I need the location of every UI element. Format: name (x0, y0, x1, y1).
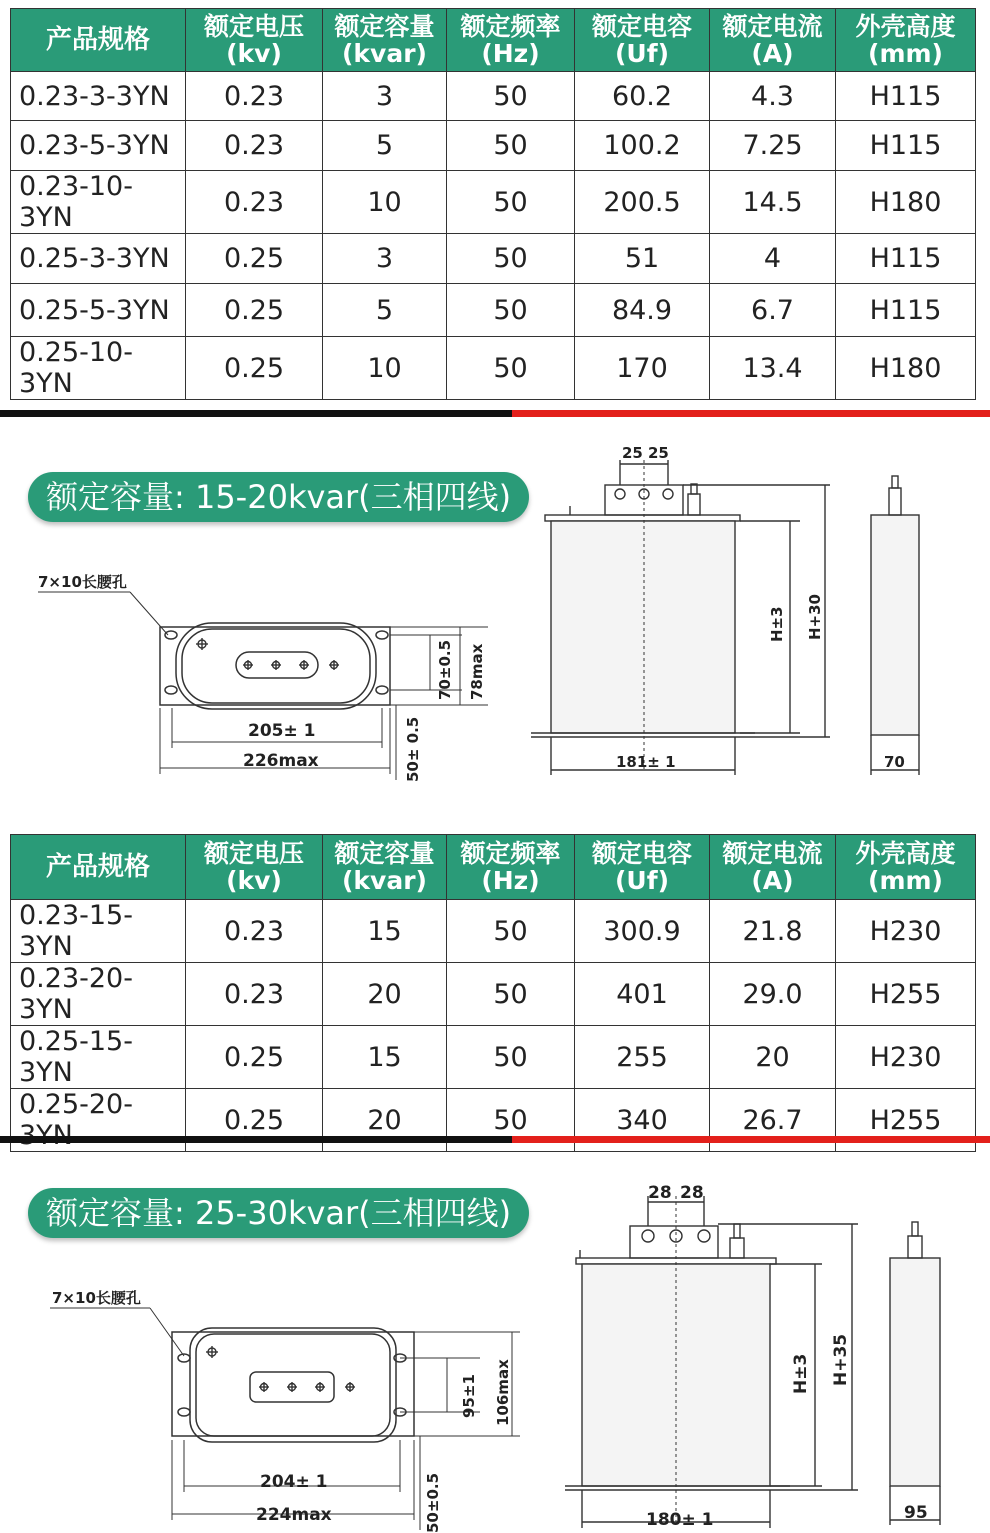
cell-height: H115 (836, 72, 976, 121)
cell-capacity: 20 (323, 1089, 447, 1152)
cell-model: 0.23-15-3YN (11, 900, 186, 963)
cell-capacity: 15 (323, 900, 447, 963)
terminal-spacing-b-1: 25 (648, 444, 669, 462)
cell-capacitance: 60.2 (575, 72, 710, 121)
cell-current: 7.25 (710, 121, 836, 171)
side-view-2 (890, 1222, 940, 1525)
cell-height: H115 (836, 234, 976, 284)
cell-model: 0.23-10-3YN (11, 171, 186, 234)
cell-frequency: 50 (447, 171, 575, 234)
dim-outer-width-1: 226max (243, 751, 319, 771)
spec-table-1 (10, 8, 976, 400)
cell-frequency: 50 (447, 72, 575, 121)
cell-height: H180 (836, 171, 976, 234)
dim-inner-height-1: 70±0.5 (436, 639, 454, 700)
section-divider-2 (0, 1136, 990, 1143)
dim-inner-height-2: 95±1 (460, 1374, 478, 1418)
col-header-capacity: 额定容量 (kvar) (323, 835, 447, 900)
table-row (11, 963, 976, 1026)
col-header-model: 产品规格 (11, 9, 186, 72)
cell-frequency: 50 (447, 234, 575, 284)
cell-height: H230 (836, 1026, 976, 1089)
cell-voltage: 0.23 (186, 171, 323, 234)
col-header-frequency: 额定频率 (Hz) (447, 835, 575, 900)
col-header-capacitance: 额定电容 (Uf) (575, 9, 710, 72)
terminal-spacing-a-2: 28 (648, 1183, 672, 1203)
cell-height: H230 (836, 900, 976, 963)
cell-capacitance: 401 (575, 963, 710, 1026)
cell-capacity: 3 (323, 72, 447, 121)
cell-height: H115 (836, 284, 976, 337)
col-header-current: 额定电流 (A) (710, 9, 836, 72)
cell-model: 0.25-5-3YN (11, 284, 186, 337)
cell-voltage: 0.25 (186, 234, 323, 284)
dim-outer-width-2: 224max (256, 1505, 332, 1525)
dim-depth-1: 70 (884, 753, 905, 771)
cell-capacitance: 100.2 (575, 121, 710, 171)
cell-model: 0.23-3-3YN (11, 72, 186, 121)
cell-capacitance: 255 (575, 1026, 710, 1089)
front-view-2 (565, 1196, 858, 1528)
col-header-current: 额定电流 (A) (710, 835, 836, 900)
dim-depth-2: 95 (904, 1503, 928, 1523)
table-row (11, 337, 976, 400)
cell-frequency: 50 (447, 963, 575, 1026)
cell-current: 26.7 (710, 1089, 836, 1152)
cell-capacity: 20 (323, 963, 447, 1026)
section-title-2: 额定容量: 25-30kvar(三相四线) (28, 1188, 529, 1238)
terminal-symbols-2 (206, 1346, 355, 1392)
cell-current: 4.3 (710, 72, 836, 121)
mounting-plate-2 (172, 1328, 414, 1442)
cell-voltage: 0.25 (186, 1026, 323, 1089)
dim-body-height-2: H±3 (791, 1353, 811, 1394)
col-header-model: 产品规格 (11, 835, 186, 900)
cell-height: H255 (836, 1089, 976, 1152)
dim-outer-height-2: 106max (494, 1359, 512, 1426)
table-row (11, 234, 976, 284)
table-row (11, 171, 976, 234)
dim-edge-2: 50±0.5 (424, 1472, 442, 1533)
cell-capacitance: 170 (575, 337, 710, 400)
cell-voltage: 0.25 (186, 1089, 323, 1152)
table-header-row (11, 835, 976, 900)
table-row (11, 72, 976, 121)
mounting-plate-1 (160, 623, 390, 709)
dim-body-width-2: 180± 1 (646, 1510, 714, 1530)
cell-frequency: 50 (447, 284, 575, 337)
cell-current: 13.4 (710, 337, 836, 400)
dim-total-height-1: H+30 (806, 594, 824, 640)
cell-height: H180 (836, 337, 976, 400)
cell-model: 0.25-20- (11, 1089, 186, 1152)
cell-capacity: 10 (323, 171, 447, 234)
cell-model: 0.25-15-3YN (11, 1026, 186, 1089)
cell-model: 0.25-3-3YN (11, 234, 186, 284)
cell-voltage: 0.23 (186, 121, 323, 171)
table-row (11, 121, 976, 171)
dim-inner-width-2: 204± 1 (260, 1472, 328, 1492)
col-header-frequency: 额定频率 (Hz) (447, 9, 575, 72)
dim-inner-width-1: 205± 1 (248, 721, 316, 741)
col-header-height: 外壳高度 (mm) (836, 9, 976, 72)
side-view-1 (871, 476, 919, 775)
dim-outer-height-1: 78max (468, 643, 486, 700)
cell-frequency: 50 (447, 900, 575, 963)
cell-current: 29.0 (710, 963, 836, 1026)
dim-edge-1: 50± 0.5 (404, 716, 422, 782)
hole-note-2: 7×10长腰孔 (52, 1289, 141, 1307)
table-header-row (11, 9, 976, 72)
cell-capacity: 3 (323, 234, 447, 284)
cell-voltage: 0.25 (186, 284, 323, 337)
cell-current: 21.8 (710, 900, 836, 963)
cell-model: 0.23-20-3YN (11, 963, 186, 1026)
table-row (11, 284, 976, 337)
table-row (11, 1026, 976, 1089)
cell-current: 14.5 (710, 171, 836, 234)
drawing-section-1 (0, 430, 990, 800)
cell-voltage: 0.25 (186, 337, 323, 400)
cell-capacity: 5 (323, 284, 447, 337)
table-row (11, 900, 976, 963)
col-header-capacitance: 额定电容 (Uf) (575, 835, 710, 900)
dim-body-height-1: H±3 (768, 606, 786, 642)
cell-current: 6.7 (710, 284, 836, 337)
cell-capacitance: 51 (575, 234, 710, 284)
terminal-spacing-a-1: 25 (622, 444, 643, 462)
dim-total-height-2: H+35 (831, 1333, 851, 1386)
cell-current: 20 (710, 1026, 836, 1089)
cell-capacitance: 340 (575, 1089, 710, 1152)
cell-frequency: 50 (447, 337, 575, 400)
section-title-1: 额定容量: 15-20kvar(三相四线) (28, 472, 529, 522)
col-header-voltage: 额定电压 (kv) (186, 9, 323, 72)
cell-voltage: 0.23 (186, 72, 323, 121)
cell-capacitance: 200.5 (575, 171, 710, 234)
cell-current: 4 (710, 234, 836, 284)
dim-body-width-1: 181± 1 (616, 753, 676, 771)
cell-capacitance: 84.9 (575, 284, 710, 337)
cell-height: H255 (836, 963, 976, 1026)
spec-table-2 (10, 834, 976, 1152)
cell-frequency: 50 (447, 121, 575, 171)
cell-voltage: 0.23 (186, 963, 323, 1026)
cell-model: 0.25-10-3YN (11, 337, 186, 400)
cell-capacity: 10 (323, 337, 447, 400)
cell-voltage: 0.23 (186, 900, 323, 963)
cell-capacitance: 300.9 (575, 900, 710, 963)
hole-note-1: 7×10长腰孔 (38, 573, 127, 591)
cell-capacity: 5 (323, 121, 447, 171)
terminal-spacing-b-2: 28 (680, 1183, 704, 1203)
cell-capacity: 15 (323, 1026, 447, 1089)
drawing-section-2 (0, 1160, 990, 1533)
cell-height: H115 (836, 121, 976, 171)
col-header-capacity: 额定容量 (kvar) (323, 9, 447, 72)
cell-model: 0.23-5-3YN (11, 121, 186, 171)
cell-frequency: 50 (447, 1026, 575, 1089)
section-divider-1 (0, 410, 990, 417)
col-header-voltage: 额定电压 (kv) (186, 835, 323, 900)
cell-frequency: 50 (447, 1089, 575, 1152)
col-header-height: 外壳高度 (mm) (836, 835, 976, 900)
